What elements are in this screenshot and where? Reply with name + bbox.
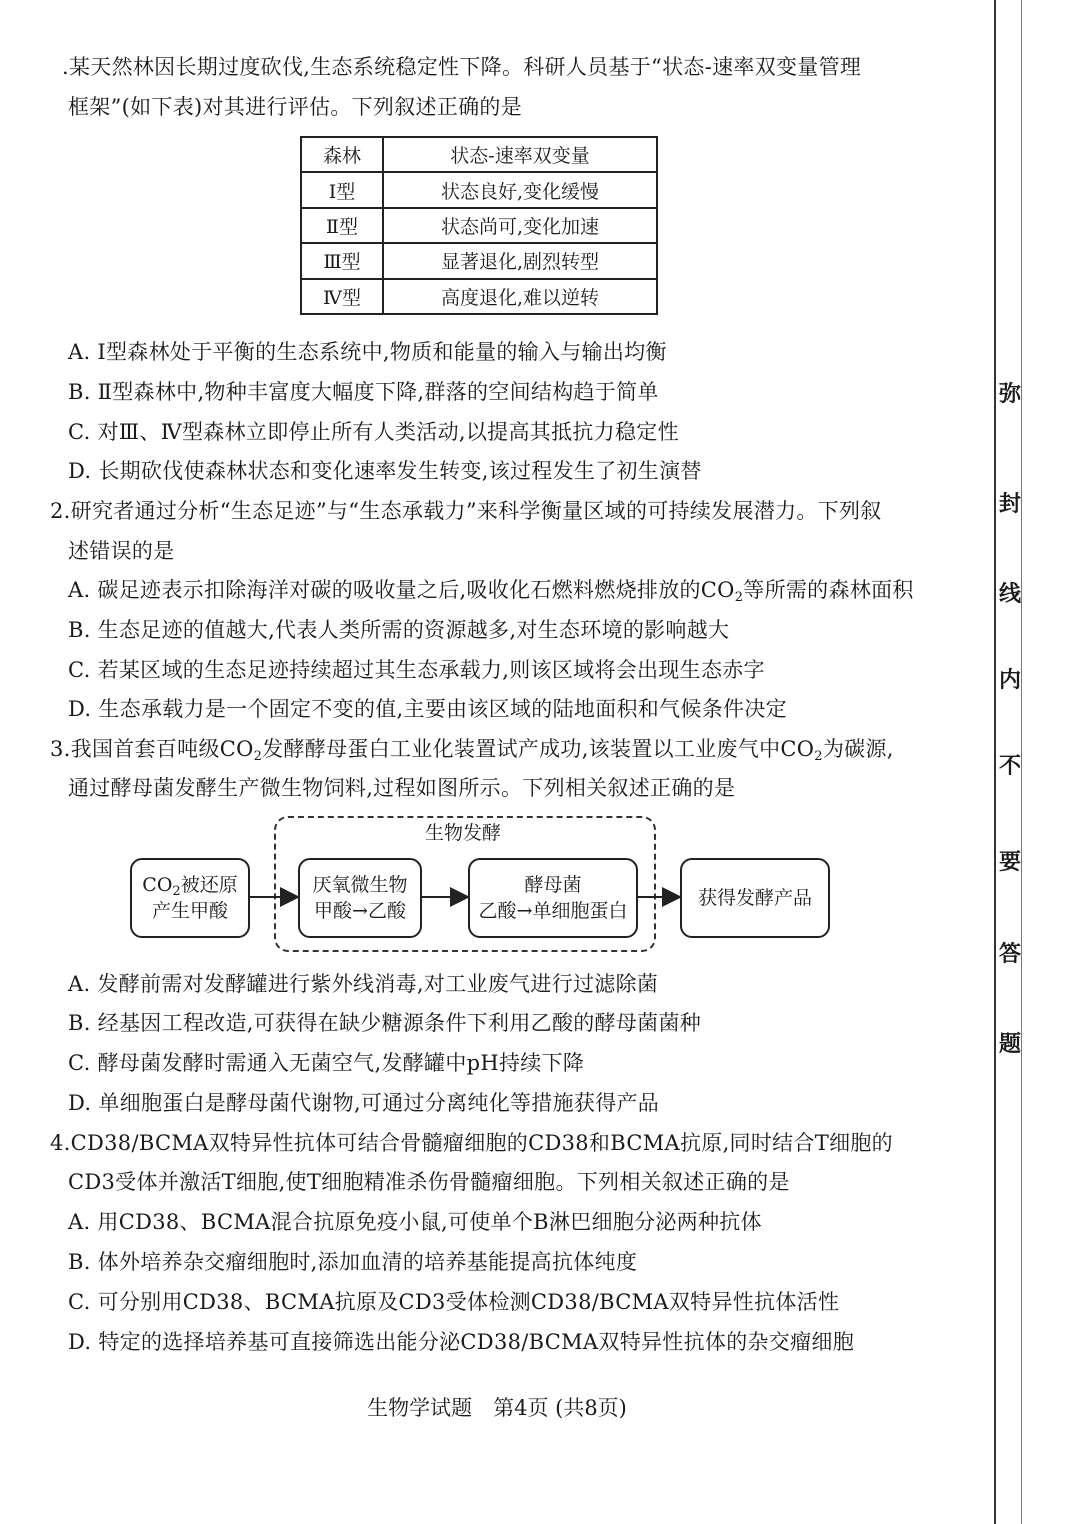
- q3-stem-line2: 通过酵母菌发酵生产微生物饲料,过程如图所示。下列相关叙述正确的是: [68, 776, 736, 800]
- q2-number: 2.: [50, 499, 71, 523]
- seal-char: 答: [998, 941, 1021, 967]
- fermentation-group-label: 生物发酵: [424, 822, 501, 844]
- forest-state: 状态尚可,变化加速: [383, 208, 657, 243]
- table-row: [301, 208, 657, 243]
- box-text-line: 产生甲酸: [151, 900, 228, 922]
- q2-stem-line2: 述错误的是: [68, 539, 175, 563]
- forest-type: Ⅲ型: [301, 243, 383, 278]
- page-footer: 生物学试题 第4页 (共8页): [367, 1396, 627, 1420]
- q4-option-c: C. 可分别用CD38、BCMA抗原及CD3受体检测CD38/BCMA双特异性抗体活性: [68, 1290, 840, 1314]
- q1-number: .: [62, 55, 69, 79]
- diagram-box-yeast: [468, 858, 638, 938]
- q4-stem-line1: [50, 1128, 893, 1158]
- table-row: [301, 243, 657, 278]
- forest-type: Ⅳ型: [301, 279, 383, 314]
- box-text: CO: [142, 874, 173, 896]
- q2-stem-text1: 研究者通过分析“生态足迹”与“生态承载力”来科学衡量区域的可持续发展潜力。下列叙: [70, 499, 882, 523]
- diagram-box-anaerobe: [298, 858, 422, 938]
- subscript: 2: [814, 749, 823, 764]
- q1-option-c: C. 对Ⅲ、Ⅳ型森林立即停止所有人类活动,以提高其抵抗力稳定性: [68, 420, 679, 444]
- q1-stem-line1: [62, 52, 861, 82]
- q4-number: 4.: [50, 1131, 71, 1155]
- binding-line: [994, 0, 996, 1524]
- seal-char: 封: [998, 491, 1021, 517]
- forest-state: 状态良好,变化缓慢: [383, 172, 657, 207]
- q1-option-b: B. Ⅱ型森林中,物种丰富度大幅度下降,群落的空间结构趋于简单: [68, 380, 659, 404]
- q3-option-c: C. 酵母菌发酵时需通入无菌空气,发酵罐中pH持续下降: [68, 1051, 585, 1075]
- diagram-box-co2-reduction: [130, 858, 250, 938]
- forest-type: Ⅰ型: [301, 172, 383, 207]
- q4-option-d: D. 特定的选择培养基可直接筛选出能分泌CD38/BCMA双特异性抗体的杂交瘤细胞: [68, 1330, 854, 1354]
- q4-option-a: A. 用CD38、BCMA混合抗原免疫小鼠,可使单个B淋巴细胞分泌两种抗体: [68, 1210, 762, 1234]
- forest-state: 显著退化,剧烈转型: [383, 243, 657, 278]
- q1-stem-text1: 某天然林因长期过度砍伐,生态系统稳定性下降。科研人员基于“状态-速率双变量管理: [68, 55, 862, 79]
- subscript: 2: [172, 884, 181, 899]
- table-row: [301, 279, 657, 314]
- q3-option-b: B. 经基因工程改造,可获得在缺少糖源条件下利用乙酸的酵母菌菌种: [68, 1011, 702, 1035]
- q3-stem-text-a: 我国首套百吨级CO: [70, 737, 254, 761]
- subscript: 2: [734, 590, 744, 605]
- q3-stem-text-c: 为碳源,: [822, 737, 894, 761]
- q2-option-a: [68, 575, 914, 605]
- q3-stem-text-b: 发酵酵母蛋白工业化装置试产成功,该装置以工业废气中CO: [262, 737, 815, 761]
- box-text-line: 甲酸→乙酸: [314, 900, 406, 922]
- table-row: [301, 172, 657, 207]
- q3-option-a: A. 发酵前需对发酵罐进行紫外线消毒,对工业废气进行过滤除菌: [68, 972, 659, 996]
- box-text-line: 乙酸→单细胞蛋白: [478, 900, 628, 922]
- q1-option-d: D. 长期砍伐使森林状态和变化速率发生转变,该过程发生了初生演替: [68, 459, 702, 483]
- table-header-row: [301, 137, 657, 172]
- diagram-box-product: [680, 858, 830, 938]
- q2-option-c: C. 若某区域的生态足迹持续超过其生态承载力,则该区域将会出现生态赤字: [68, 658, 765, 682]
- forest-table: [300, 136, 658, 315]
- seal-char: 不: [998, 753, 1021, 779]
- forest-type: Ⅱ型: [301, 208, 383, 243]
- subscript: 2: [253, 749, 263, 764]
- box-text-line: 厌氧微生物: [312, 874, 408, 896]
- q2-option-b: B. 生态足迹的值越大,代表人类所需的资源越多,对生态环境的影响越大: [68, 618, 730, 642]
- q3-stem-line1: [50, 734, 894, 764]
- forest-state: 高度退化,难以逆转: [383, 279, 657, 314]
- table-header: 状态-速率双变量: [383, 137, 657, 172]
- q4-stem-line2: CD3受体并激活T细胞,使T细胞精准杀伤骨髓瘤细胞。下列相关叙述正确的是: [68, 1170, 790, 1194]
- q2-option-a-text: A. 碳足迹表示扣除海洋对碳的吸收量之后,吸收化石燃料燃烧排放的CO: [68, 578, 735, 602]
- seal-char: 内: [998, 667, 1021, 693]
- q4-option-b: B. 体外培养杂交瘤细胞时,添加血清的培养基能提高抗体纯度: [68, 1250, 638, 1274]
- seal-char: 弥: [998, 381, 1021, 407]
- seal-char: 线: [998, 581, 1021, 607]
- box-text-line: 获得发酵产品: [697, 887, 812, 909]
- box-text: 被还原: [180, 874, 238, 896]
- q3-number: 3.: [50, 737, 71, 761]
- seal-char: 题: [998, 1031, 1021, 1057]
- q2-stem-line1: [50, 496, 882, 526]
- seal-char: 要: [998, 849, 1021, 875]
- q1-option-a: A. Ⅰ型森林处于平衡的生态系统中,物质和能量的输入与输出均衡: [68, 340, 667, 364]
- box-text-line: 酵母菌: [524, 874, 582, 896]
- q1-stem-line2: 框架”(如下表)对其进行评估。下列叙述正确的是: [68, 95, 523, 119]
- q2-option-a-text2: 等所需的森林面积: [743, 578, 914, 602]
- box-text-line: [142, 872, 237, 898]
- q4-stem-text1: CD38/BCMA双特异性抗体可结合骨髓瘤细胞的CD38和BCMA抗原,同时结合T细胞的: [70, 1131, 893, 1155]
- q2-option-d: D. 生态承载力是一个固定不变的值,主要由该区域的陆地面积和气候条件决定: [68, 697, 787, 721]
- q3-option-d: D. 单细胞蛋白是酵母菌代谢物,可通过分离纯化等措施获得产品: [68, 1091, 660, 1115]
- table-header: 森林: [301, 137, 383, 172]
